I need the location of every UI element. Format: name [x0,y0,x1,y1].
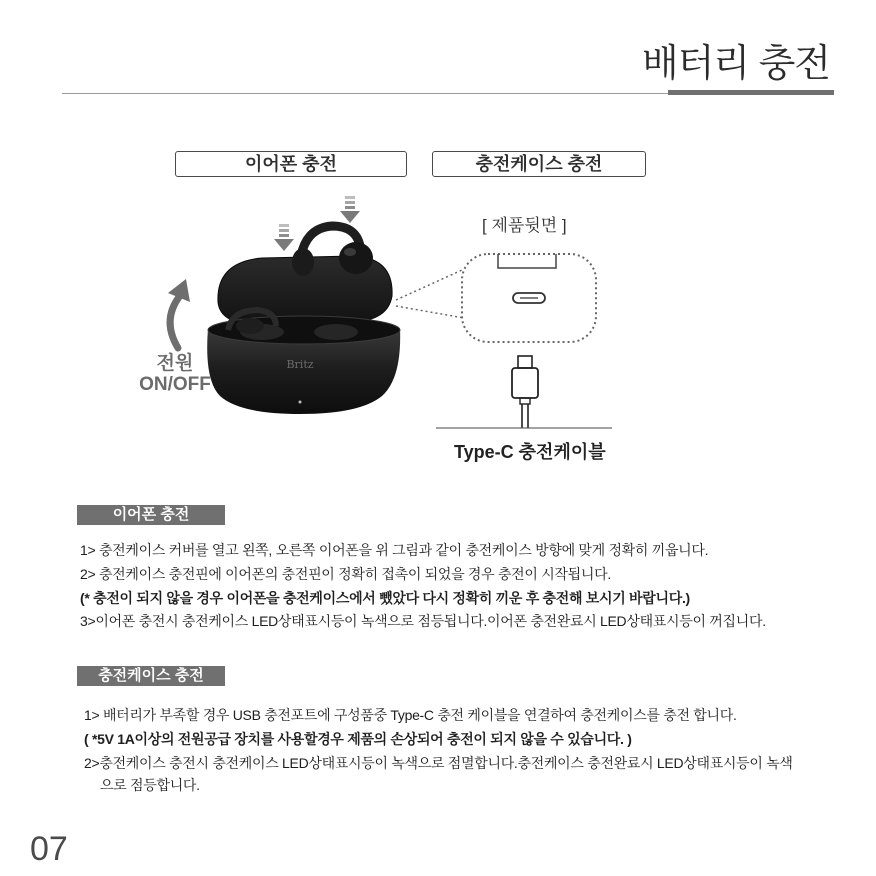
power-label-line2: ON/OFF [139,374,211,395]
page-number: 07 [30,830,68,868]
case-instruction-1: 1> 배터리가 부족할 경우 USB 충전포트에 구성품중 Type-C 충전 케이블을 연결하여 충전케이스를 충전 합니다. [84,707,737,723]
product-back-label: [ 제품뒷면 ] [482,216,567,235]
power-label-line1: 전원 [156,353,194,374]
insert-arrow-left-icon [274,224,294,251]
brand-logo: Britz [286,358,314,371]
case-charging-tab: 충전케이스 충전 [77,666,225,686]
earphone-instruction-note: (* 충전이 되지 않을 경우 이어폰을 충전케이스에서 뺐았다 다시 정확히 끼운 후 충전해 보시기 바랍니다.) [80,590,690,606]
case-charging-header: 충전케이스 충전 [432,151,646,177]
earphone-instruction-2: 2> 충전케이스 충전핀에 이어폰의 충전핀이 정확히 접촉이 되었을 경우 충전이 시작됩니다. [80,566,611,582]
earphone-charging-tab: 이어폰 충전 [77,505,225,525]
cable-label: Type-C 충전케이블 [454,442,606,462]
product-back-callout [462,254,596,342]
case-instruction-note: ( *5V 1A이상의 전원공급 장치를 사용할경우 제품의 손상되어 충전이 되지 않을 수 있습니다. ) [84,731,632,747]
earphone-instruction-3: 3>이어폰 충전시 충전케이스 LED상태표시등이 녹색으로 점등됩니다.이어폰 충전완료시 LED상태표시등이 꺼집니다. [80,613,766,629]
callout-leader-lines [396,270,464,318]
page-title: 배터리 충전 [641,43,830,85]
power-rotate-arrow-icon [168,279,190,348]
power-on-off-label [130,353,220,395]
charging-case-illustration [207,256,400,414]
case-instruction-2: 2>충전케이스 충전시 충전케이스 LED상태표시등이 녹색으로 점멸합니다.충전케이스 충전완료시 LED상태표시등이 녹색 [84,755,793,771]
insert-arrow-right-icon [340,196,360,223]
earphone-instruction-1: 1> 충전케이스 커버를 열고 왼쪽, 오른쪽 이어폰을 위 그림과 같이 충전케이스 방향에 맞게 정확히 끼웁니다. [80,542,709,558]
case-instruction-2-cont: 으로 점등합니다. [100,777,200,793]
earphone-charging-header: 이어폰 충전 [175,151,407,177]
type-c-cable-illustration [436,356,612,428]
